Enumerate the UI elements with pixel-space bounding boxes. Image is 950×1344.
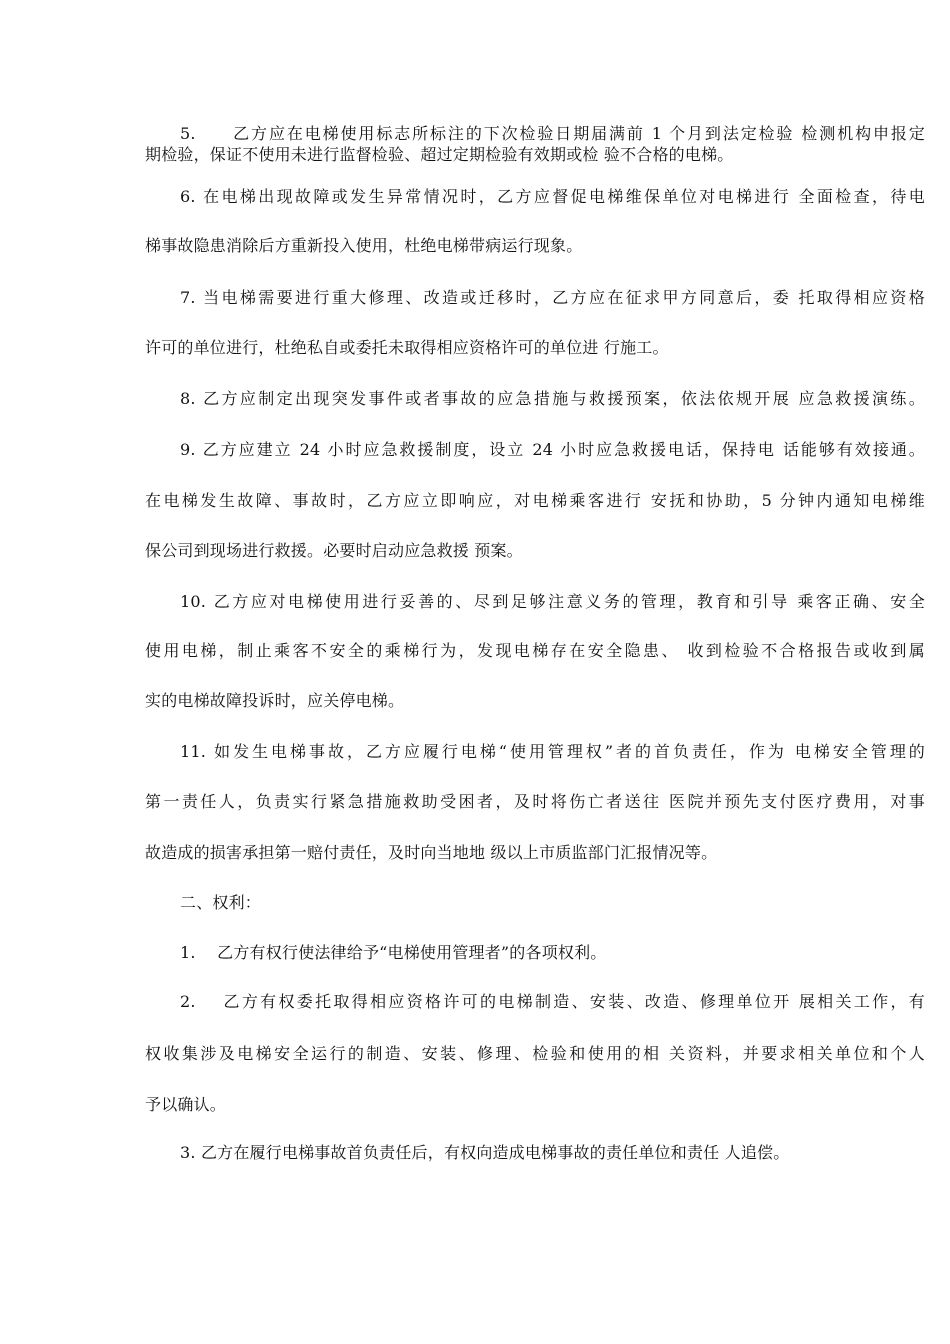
para-11-line-1: 11. 如发生电梯事故，乙方应履行电梯“使用管理权”者的首负责任，作为 电梯安全管理的 xyxy=(180,742,925,761)
para-9-line-1: 9. 乙方应建立 24 小时应急救援制度，设立 24 小时应急救援电话，保持电 话能够有效接通。 xyxy=(180,440,925,459)
para-10-line-3: 实的电梯故障投诉时，应关停电梯。 xyxy=(145,691,405,710)
para-7-line-1: 7. 当电梯需要进行重大修理、改造或迁移时，乙方应在征求甲方同意后，委 托取得相应资格 xyxy=(180,288,925,307)
rights-item-1: 1. 乙方有权行使法律给予“电梯使用管理者”的各项权利。 xyxy=(180,943,607,962)
para-10-line-2: 使用电梯，制止乘客不安全的乘梯行为，发现电梯存在安全隐患、 收到检验不合格报告或收到属 xyxy=(145,641,925,660)
para-11-line-2: 第一责任人，负责实行紧急措施救助受困者，及时将伤亡者送往 医院并预先支付医疗费用，对事 xyxy=(145,792,925,811)
para-9-line-2: 在电梯发生故障、事故时，乙方应立即响应，对电梯乘客进行 安抚和协助，5 分钟内通知电梯维 xyxy=(145,491,925,510)
para-6-line-2: 梯事故隐患消除后方重新投入使用，杜绝电梯带病运行现象。 xyxy=(145,236,583,255)
para-11-line-3: 故造成的损害承担第一赔付责任，及时向当地地 级以上市质监部门汇报情况等。 xyxy=(145,843,718,862)
para-6-line-1: 6. 在电梯出现故障或发生异常情况时，乙方应督促电梯维保单位对电梯进行 全面检查，待电 xyxy=(180,187,925,206)
para-9-line-3: 保公司到现场进行救援。必要时启动应急救援 预案。 xyxy=(145,541,523,560)
rights-item-2-line-1: 2. 乙方有权委托取得相应资格许可的电梯制造、安装、改造、修理单位开 展相关工作，有 xyxy=(180,992,925,1011)
para-5-line-2: 期检验，保证不使用未进行监督检验、超过定期检验有效期或检 验不合格的电梯。 xyxy=(145,145,734,164)
rights-item-3: 3. 乙方在履行电梯事故首负责任后，有权向造成电梯事故的责任单位和责任 人追偿。 xyxy=(180,1143,790,1162)
para-5-line-1: 5. 乙方应在电梯使用标志所标注的下次检验日期届满前 1 个月到法定检验 检测机构申报定 xyxy=(180,124,925,143)
rights-item-2-line-2: 权收集涉及电梯安全运行的制造、安装、修理、检验和使用的相 关资料，并要求相关单位和个人 xyxy=(145,1044,925,1063)
section-heading-rights: 二、权利： xyxy=(180,893,262,912)
para-7-line-2: 许可的单位进行，杜绝私自或委托未取得相应资格许可的单位进 行施工。 xyxy=(145,338,669,357)
para-8-line-1: 8. 乙方应制定出现突发事件或者事故的应急措施与救援预案，依法依规开展 应急救援演练。 xyxy=(180,389,925,408)
para-10-line-1: 10. 乙方应对电梯使用进行妥善的、尽到足够注意义务的管理，教育和引导 乘客正确、安全 xyxy=(180,592,925,611)
rights-item-2-line-3: 予以确认。 xyxy=(145,1095,227,1114)
